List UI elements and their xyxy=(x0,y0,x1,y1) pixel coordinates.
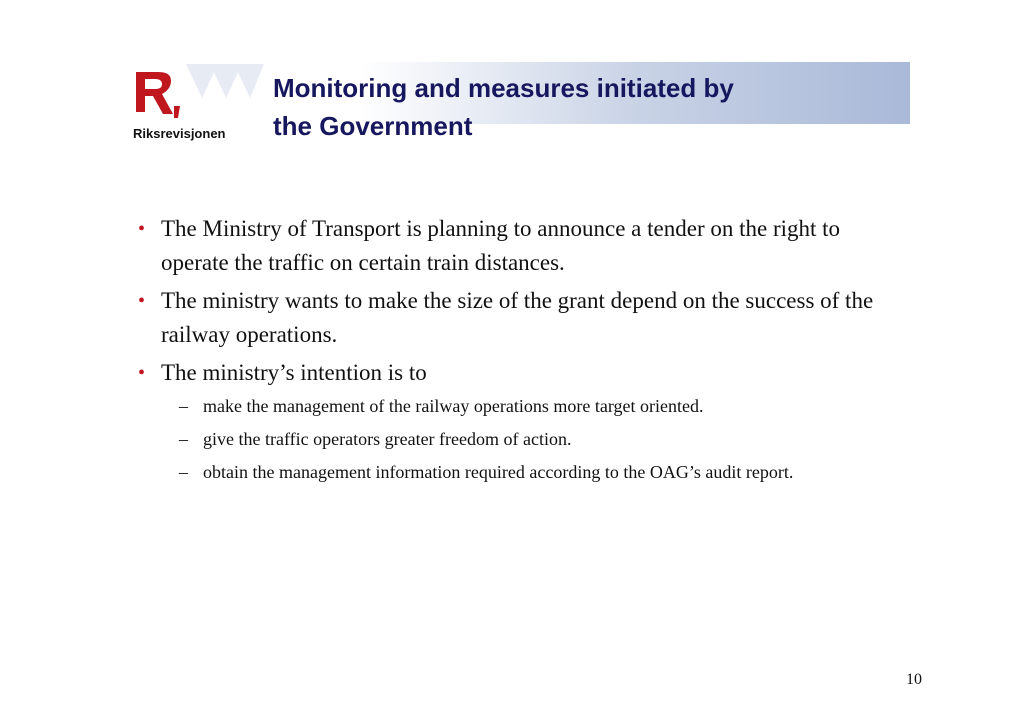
sub-bullet-marker: – xyxy=(179,429,188,449)
bullet-text: The ministry wants to make the size of the grant depend on the success of the railway operations. xyxy=(161,288,874,347)
sub-bullet-text: give the traffic operators greater freedom of action. xyxy=(203,429,572,449)
sub-bullet-list xyxy=(161,392,904,486)
bullet-marker: • xyxy=(138,290,146,312)
bullet-text: The ministry’s intention is to xyxy=(161,360,427,385)
bullet-text: The Ministry of Transport is planning to announce a tender on the right to operate the traffic on certain train distances. xyxy=(161,216,841,275)
bullet-item xyxy=(134,212,904,280)
logo-mark xyxy=(124,62,264,124)
bullet-item xyxy=(134,284,904,352)
sub-bullet-marker: – xyxy=(179,462,188,482)
slide-title xyxy=(273,69,883,145)
title-line-1: Monitoring and measures initiated by xyxy=(273,73,734,103)
sub-bullet-text: make the management of the railway operations more target oriented. xyxy=(203,396,704,416)
bullet-item xyxy=(134,356,904,486)
logo-text: Riksrevisjonen xyxy=(133,126,226,141)
bullet-marker: • xyxy=(138,218,146,240)
bullet-marker: • xyxy=(138,362,146,384)
sub-bullet-marker: – xyxy=(179,396,188,416)
sub-bullet-item xyxy=(161,458,913,486)
sub-bullet-text: obtain the management information required according to the OAG’s audit report. xyxy=(203,462,794,482)
sub-bullet-item xyxy=(161,392,913,420)
riksrevisjonen-logo xyxy=(124,62,264,152)
page-number: 10 xyxy=(906,671,922,688)
title-line-2: the Government xyxy=(273,111,473,141)
bullet-list xyxy=(134,212,904,491)
sub-bullet-item xyxy=(161,425,913,453)
